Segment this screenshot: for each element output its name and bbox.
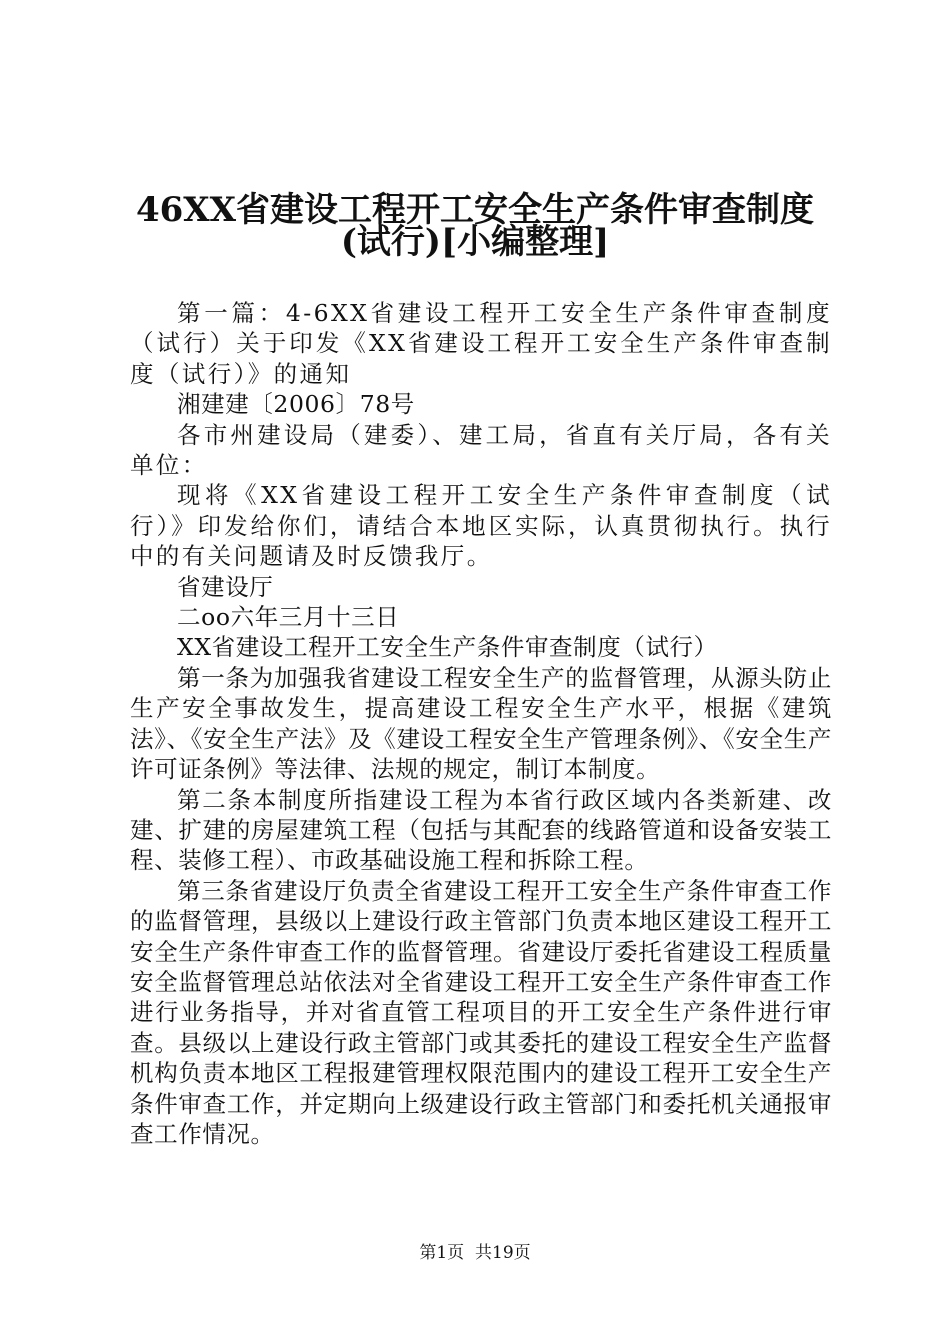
page-number: 第1页	[419, 1243, 465, 1263]
paragraph-article-3: 第三条省建设厅负责全省建设工程开工安全生产条件审查工作的监督管理，县级以上建设行政主管部门负责本地区建设工程开工安全生产条件审查工作的监督管理。省建设厅委托省建设工程质量安全监督管理总站依法对全省建设工程开工安全生产条件审查工作进行业务指导，并对省直管工程项目的开工安全生产条件进行审查。县级以上建设行政主管部门或其委托的建设工程安全生产监督机构负责本地区工程报建管理权限范围内的建设工程开工安全生产条件审查工作，并定期向上级建设行政主管部门和委托机关通报审查工作情况。	[130, 876, 832, 1148]
document-body	[130, 298, 832, 1149]
paragraph-article-2: 第二条本制度所指建设工程为本省行政区域内各类新建、改建、扩建的房屋建筑工程（包括与其配套的线路管道和设备安装工程、装修工程）、市政基础设施工程和拆除工程。	[130, 785, 832, 875]
page-total: 共19页	[475, 1243, 531, 1263]
paragraph-date: 二oo六年三月十三日	[177, 603, 400, 632]
document-title-line-2: (试行)[小编整理]	[340, 222, 610, 262]
paragraph-issuer: 省建设厅	[177, 572, 274, 601]
page-footer	[0, 1242, 950, 1264]
paragraph-recipients: 各市州建设局（建委）、建工局，省直有关厅局，各有关单位：	[130, 420, 832, 480]
paragraph-issuance: 现将《XX省建设工程开工安全生产条件审查制度（试行）》印发给你们，请结合本地区实际，认真贯彻执行。执行中的有关问题请及时反馈我厅。	[130, 481, 832, 571]
paragraph-regulation-title: XX省建设工程开工安全生产条件审查制度（试行）	[177, 633, 718, 662]
paragraph-article-1: 第一条为加强我省建设工程安全生产的监督管理，从源头防止生产安全事故发生，提高建设工程安全生产水平，根据《建筑法》、《安全生产法》及《建设工程安全生产管理条例》、《安全生产许可证条例》等法律、法规的规定，制订本制度。	[130, 663, 832, 784]
paragraph-document-number: 湘建建〔2006〕78号	[177, 390, 415, 419]
document-title-line-1: 46XX省建设工程开工安全生产条件审查制度	[135, 190, 815, 230]
paragraph-notice-heading: 第一篇：4-6XX省建设工程开工安全生产条件审查制度（试行）关于印发《XX省建设工程开工安全生产条件审查制度（试行）》的通知	[130, 299, 832, 388]
